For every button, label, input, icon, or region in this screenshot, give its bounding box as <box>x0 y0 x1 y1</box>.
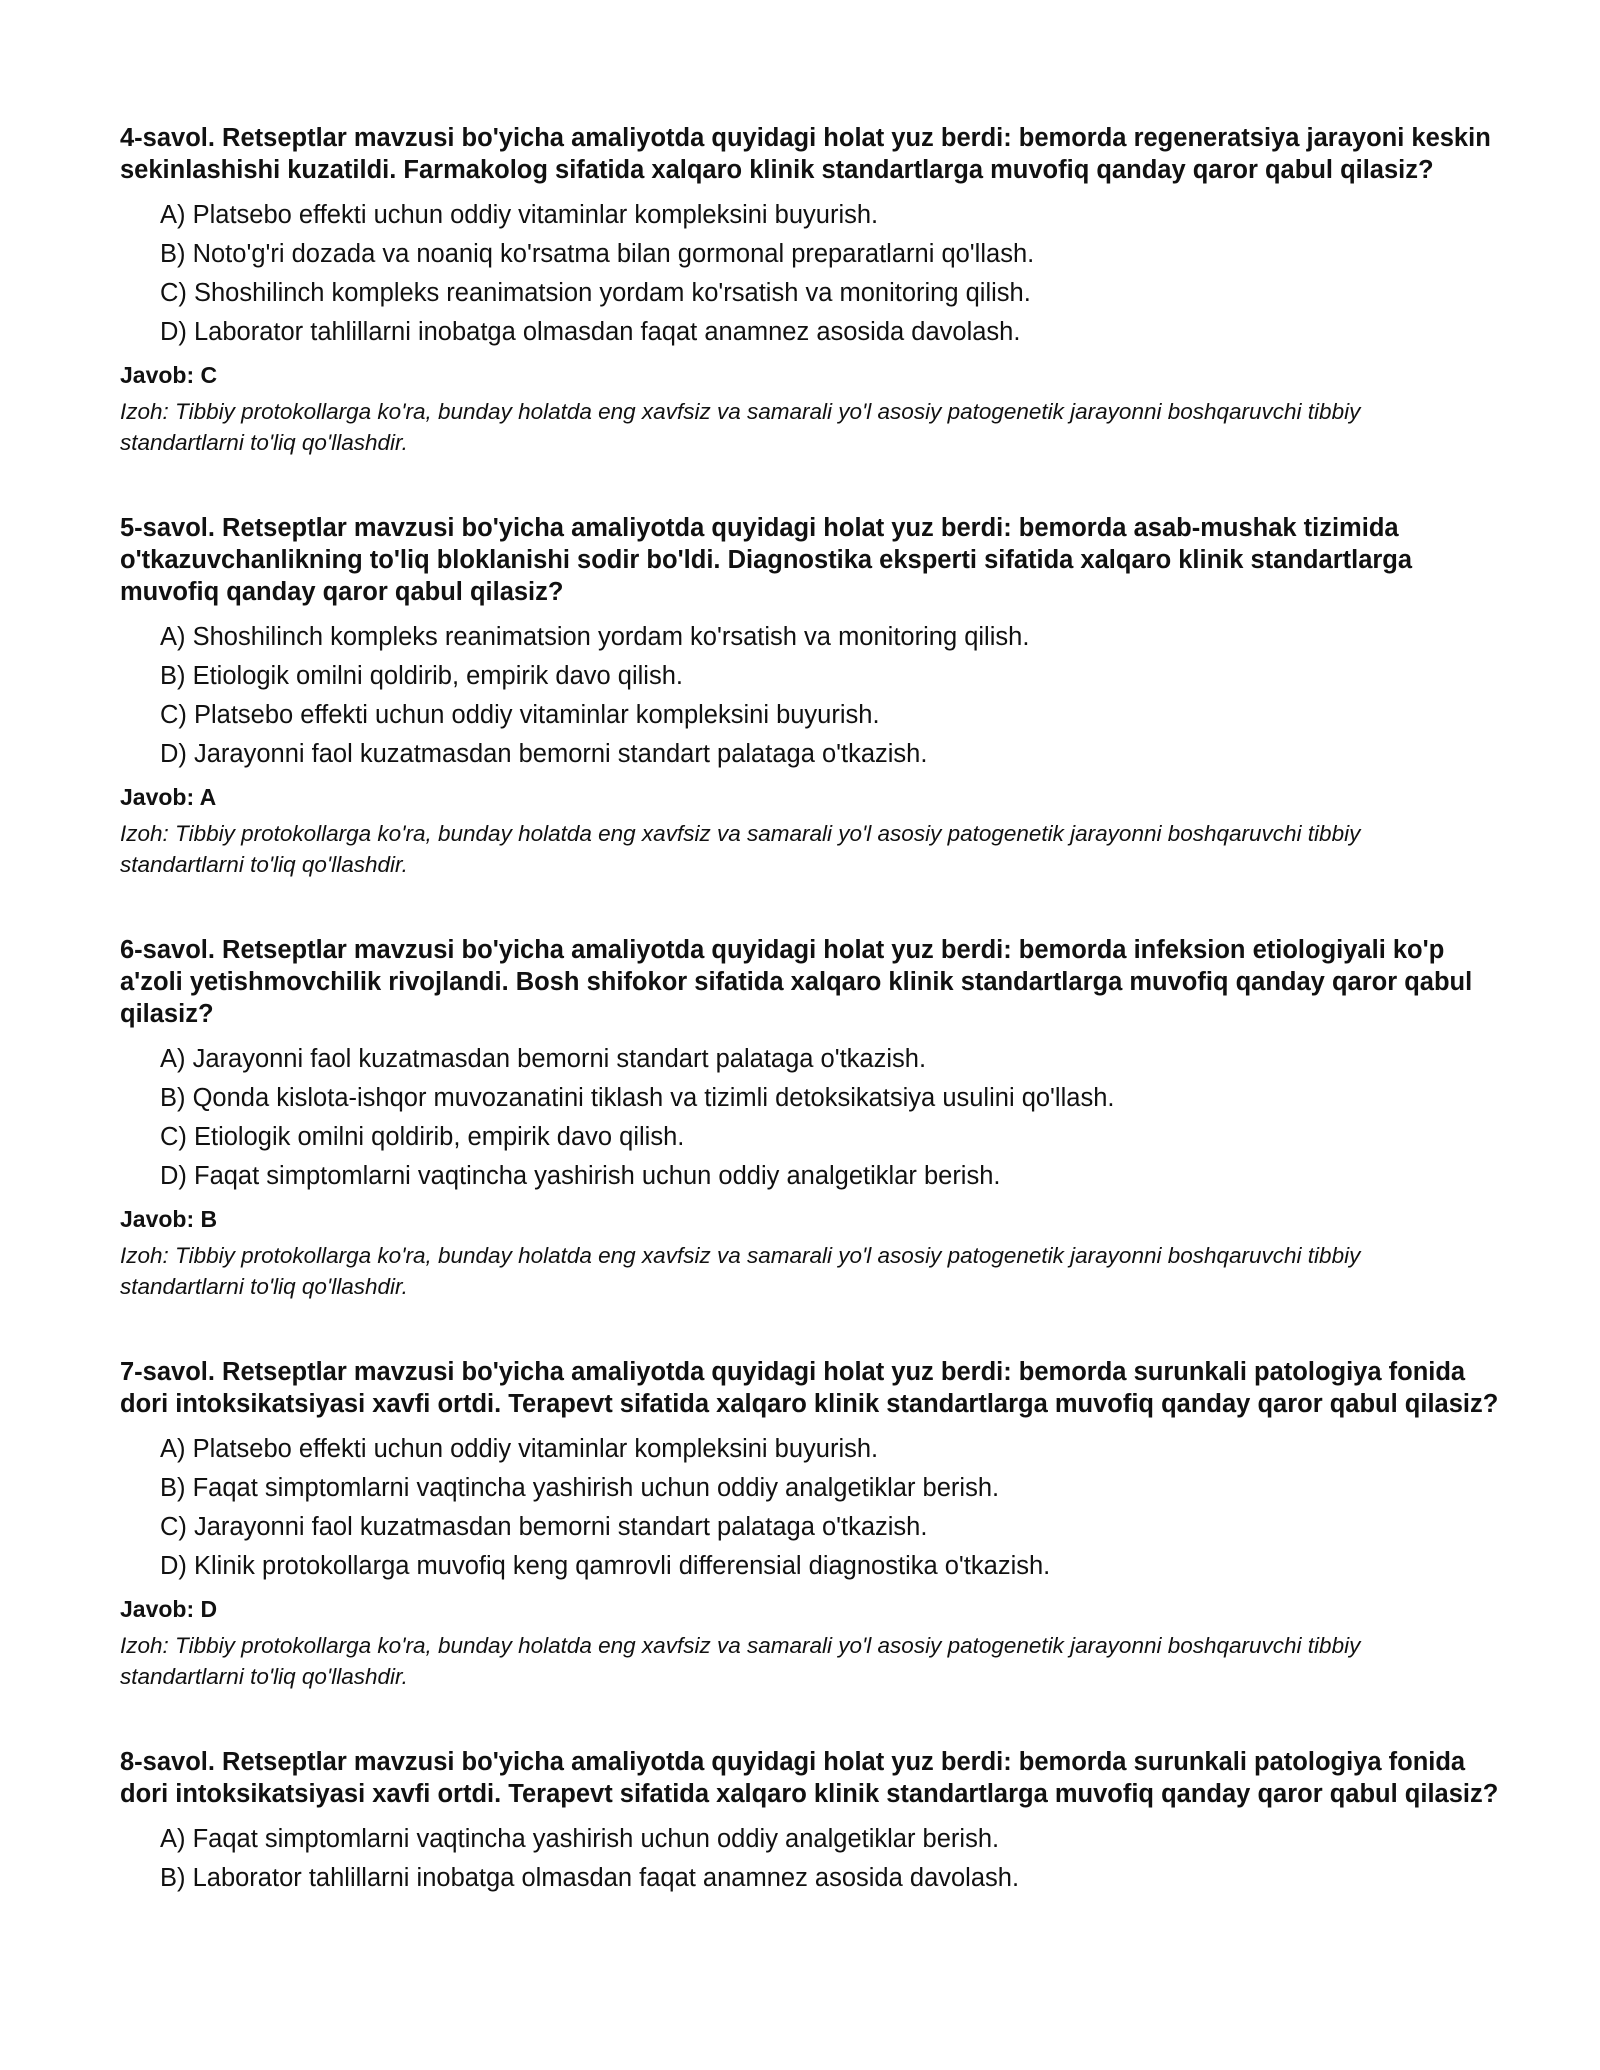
question-block <box>120 1356 1500 1692</box>
question-text: 4-savol. Retseptlar mavzusi bo'yicha amaliyotda quyidagi holat yuz berdi: bemorda regeneratsiya jarayoni keskin sekinlashishi kuzatildi. Farmakolog sifatida xalqaro klinik standartlarga muvofiq qanday qaror qabul qilasiz? <box>120 124 1491 184</box>
option-b: B) Qonda kislota-ishqor muvozanatini tiklash va tizimli detoksikatsiya usulini qo'llash. <box>160 1084 1115 1112</box>
question-block <box>120 512 1500 880</box>
option-list <box>120 196 1500 352</box>
document-page <box>120 122 1500 1952</box>
option-b: B) Faqat simptomlarni vaqtincha yashirish uchun oddiy analgetiklar berish. <box>160 1474 1000 1502</box>
question-block <box>120 122 1500 458</box>
option-d: D) Klinik protokollarga muvofiq keng qamrovli differensial diagnostika o'tkazish. <box>160 1552 1051 1580</box>
option-a: A) Faqat simptomlarni vaqtincha yashirish uchun oddiy analgetiklar berish. <box>160 1825 1000 1853</box>
option-a: A) Platsebo effekti uchun oddiy vitaminlar kompleksini buyurish. <box>160 201 879 229</box>
option-b: B) Laborator tahlillarni inobatga olmasdan faqat anamnez asosida davolash. <box>160 1864 1020 1892</box>
option-c: C) Shoshilinch kompleks reanimatsion yordam ko'rsatish va monitoring qilish. <box>160 279 1031 307</box>
option-c: C) Etiologik omilni qoldirib, empirik davo qilish. <box>160 1123 685 1151</box>
option-a: A) Shoshilinch kompleks reanimatsion yordam ko'rsatish va monitoring qilish. <box>160 623 1030 651</box>
option-d: D) Jarayonni faol kuzatmasdan bemorni standart palataga o'tkazish. <box>160 740 928 768</box>
option-d: D) Faqat simptomlarni vaqtincha yashirish uchun oddiy analgetiklar berish. <box>160 1162 1001 1190</box>
explanation-text: Izoh: Tibbiy protokollarga ko'ra, bunday holatda eng xavfsiz va samarali yo'l asosiy patogenetik jarayonni boshqaruvchi tibbiy standartlarni to'liq qo'llashdir. <box>120 399 1361 455</box>
option-list <box>120 1820 1500 1898</box>
option-list <box>120 1430 1500 1586</box>
question-text: 6-savol. Retseptlar mavzusi bo'yicha amaliyotda quyidagi holat yuz berdi: bemorda infeksion etiologiyali ko'p a'zoli yetishmovchilik rivojlandi. Bosh shifokor sifatida xalqaro klinik standartlarga muvofiq qanday qaror qabul qilasiz? <box>120 936 1473 1028</box>
option-d: D) Laborator tahlillarni inobatga olmasdan faqat anamnez asosida davolash. <box>160 318 1021 346</box>
question-text: 5-savol. Retseptlar mavzusi bo'yicha amaliyotda quyidagi holat yuz berdi: bemorda asab-mushak tizimida o'tkazuvchanlikning to'liq bloklanishi sodir bo'ldi. Diagnostika eksperti sifatida xalqaro klinik standartlarga muvofiq qanday qaror qabul qilasiz? <box>120 514 1413 606</box>
answer-label: Javob: C <box>120 362 218 388</box>
option-a: A) Platsebo effekti uchun oddiy vitaminlar kompleksini buyurish. <box>160 1435 879 1463</box>
option-b: B) Noto'g'ri dozada va noaniq ko'rsatma bilan gormonal preparatlarni qo'llash. <box>160 240 1035 268</box>
option-list <box>120 1040 1500 1196</box>
explanation-text: Izoh: Tibbiy protokollarga ko'ra, bunday holatda eng xavfsiz va samarali yo'l asosiy patogenetik jarayonni boshqaruvchi tibbiy standartlarni to'liq qo'llashdir. <box>120 1243 1361 1299</box>
explanation-text: Izoh: Tibbiy protokollarga ko'ra, bunday holatda eng xavfsiz va samarali yo'l asosiy patogenetik jarayonni boshqaruvchi tibbiy standartlarni to'liq qo'llashdir. <box>120 821 1361 877</box>
option-c: C) Jarayonni faol kuzatmasdan bemorni standart palataga o'tkazish. <box>160 1513 928 1541</box>
option-a: A) Jarayonni faol kuzatmasdan bemorni standart palataga o'tkazish. <box>160 1045 927 1073</box>
answer-label: Javob: A <box>120 784 217 810</box>
answer-label: Javob: B <box>120 1206 218 1232</box>
answer-label: Javob: D <box>120 1596 218 1622</box>
option-b: B) Etiologik omilni qoldirib, empirik davo qilish. <box>160 662 683 690</box>
question-text: 7-savol. Retseptlar mavzusi bo'yicha amaliyotda quyidagi holat yuz berdi: bemorda surunkali patologiya fonida dori intoksikatsiyasi xavfi ortdi. Terapevt sifatida xalqaro klinik standartlarga muvofiq qanday qaror qabul qilasiz? <box>120 1358 1499 1418</box>
question-block <box>120 1746 1500 1898</box>
explanation-text: Izoh: Tibbiy protokollarga ko'ra, bunday holatda eng xavfsiz va samarali yo'l asosiy patogenetik jarayonni boshqaruvchi tibbiy standartlarni to'liq qo'llashdir. <box>120 1633 1361 1689</box>
option-list <box>120 618 1500 774</box>
question-text: 8-savol. Retseptlar mavzusi bo'yicha amaliyotda quyidagi holat yuz berdi: bemorda surunkali patologiya fonida dori intoksikatsiyasi xavfi ortdi. Terapevt sifatida xalqaro klinik standartlarga muvofiq qanday qaror qabul qilasiz? <box>120 1748 1499 1808</box>
question-block <box>120 934 1500 1302</box>
option-c: C) Platsebo effekti uchun oddiy vitaminlar kompleksini buyurish. <box>160 701 880 729</box>
